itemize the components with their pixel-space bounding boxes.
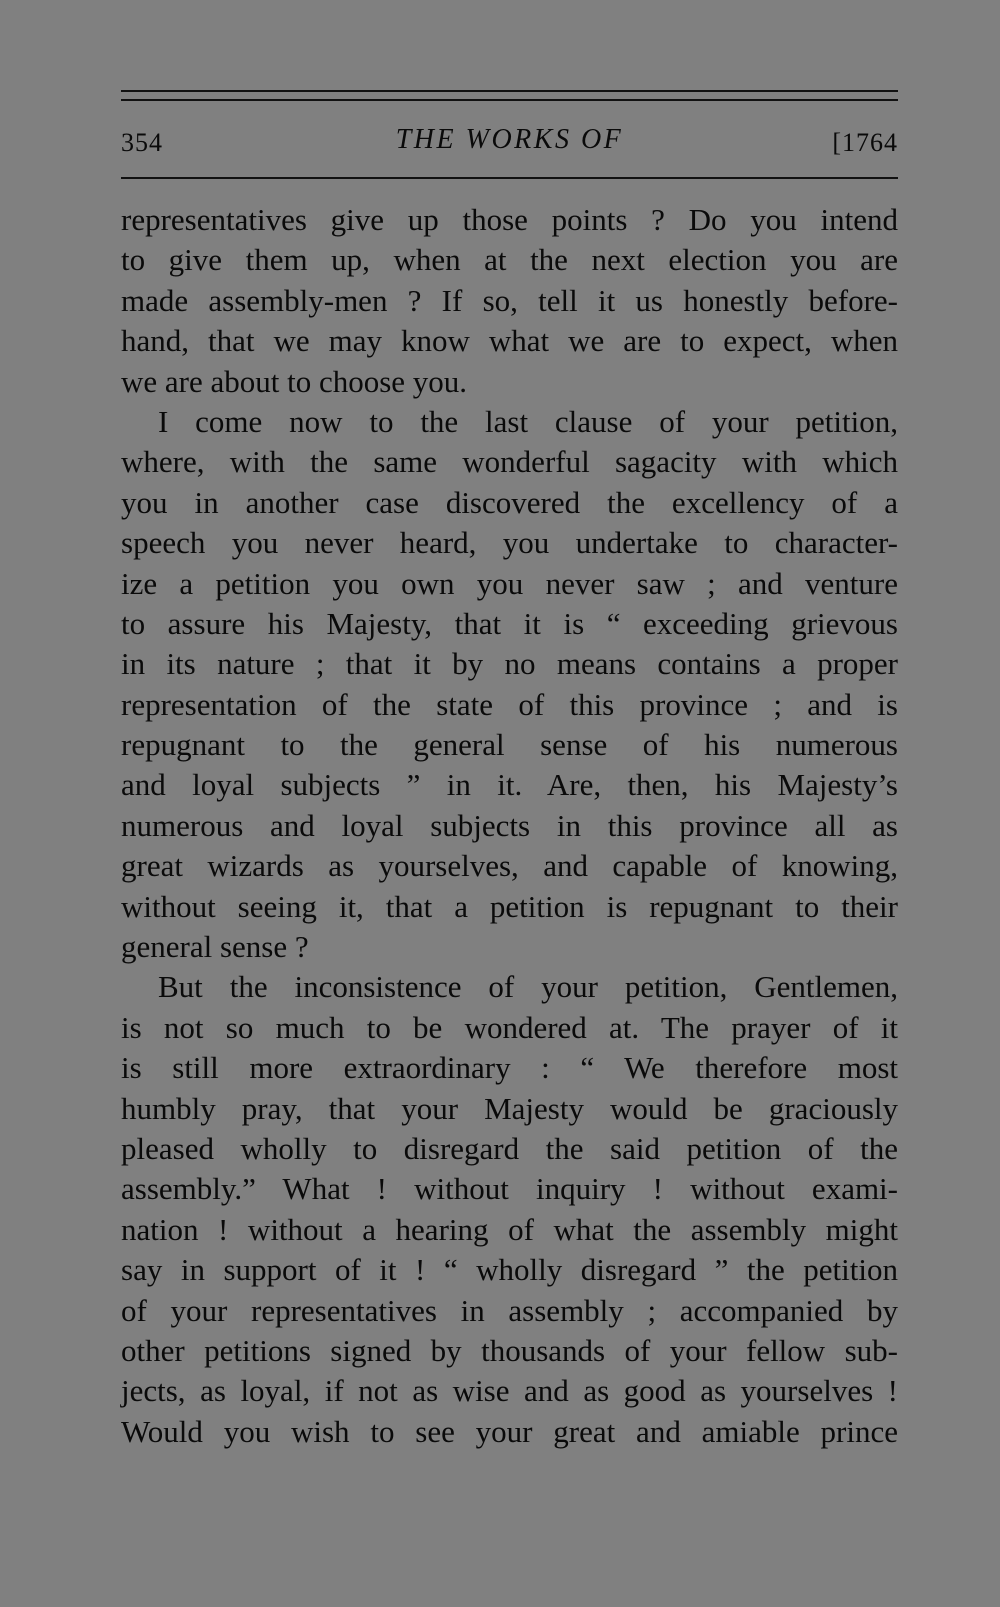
text-line: say in support of it ! “ wholly disregard ” the petition xyxy=(121,1252,898,1288)
text-line: I come now to the last clause of your petition, xyxy=(158,403,898,439)
text-line: ize a petition you own you never saw ; and venture xyxy=(121,565,898,601)
paragraph-continued xyxy=(121,200,898,402)
text-line: is not so much to be wondered at. The prayer of it xyxy=(121,1009,898,1045)
paragraph xyxy=(121,967,898,1452)
text-line: assembly.” What ! without inquiry ! without exami- xyxy=(121,1171,898,1207)
text-line: where, with the same wonderful sagacity with which xyxy=(121,444,898,480)
text-line: to give them up, when at the next election you are xyxy=(121,242,898,278)
text-line: and loyal subjects ” in it. Are, then, his Majesty’s xyxy=(121,767,898,803)
text-line: other petitions signed by thousands of your fellow sub- xyxy=(121,1332,898,1368)
running-header xyxy=(121,120,898,160)
top-rule-inner xyxy=(121,99,898,101)
text-line: is still more extraordinary : “ We therefore most xyxy=(121,1050,898,1086)
text-line: great wizards as yourselves, and capable of knowing, xyxy=(121,848,898,884)
text-line: in its nature ; that it by no means contains a proper xyxy=(121,646,898,682)
header-rule xyxy=(121,177,898,179)
body-text xyxy=(121,200,898,1452)
text-line: without seeing it, that a petition is repugnant to their xyxy=(121,888,898,924)
text-line: humbly pray, that your Majesty would be graciously xyxy=(121,1090,898,1126)
text-line: we are about to choose you. xyxy=(121,363,468,399)
text-line: jects, as loyal, if not as wise and as good as yourselves ! xyxy=(121,1373,898,1409)
paragraph xyxy=(121,402,898,967)
text-line: pleased wholly to disregard the said petition of the xyxy=(121,1130,898,1166)
text-line: general sense ? xyxy=(121,929,309,965)
text-line: you in another case discovered the excellency of a xyxy=(121,484,898,520)
text-line: numerous and loyal subjects in this province all as xyxy=(121,807,898,843)
text-line: speech you never heard, you undertake to character- xyxy=(121,525,898,561)
header-year: [1764 xyxy=(832,128,898,157)
text-line: representatives give up those points ? Do you intend xyxy=(121,202,898,237)
text-line: nation ! without a hearing of what the assembly might xyxy=(121,1211,898,1247)
text-line: But the inconsistence of your petition, Gentlemen, xyxy=(158,969,898,1005)
text-line: hand, that we may know what we are to expect, when xyxy=(121,323,898,359)
text-line: Would you wish to see your great and amiable prince xyxy=(121,1413,898,1449)
text-line: made assembly-men ? If so, tell it us honestly before- xyxy=(121,282,898,318)
page-number: 354 xyxy=(121,128,163,157)
text-line: of your representatives in assembly ; accompanied by xyxy=(121,1292,898,1328)
text-line: representation of the state of this province ; and is xyxy=(121,686,898,722)
running-title: THE WORKS OF xyxy=(395,124,624,155)
text-line: to assure his Majesty, that it is “ exceeding grievous xyxy=(121,605,898,641)
text-line: repugnant to the general sense of his numerous xyxy=(121,727,898,763)
top-rule xyxy=(121,90,898,92)
